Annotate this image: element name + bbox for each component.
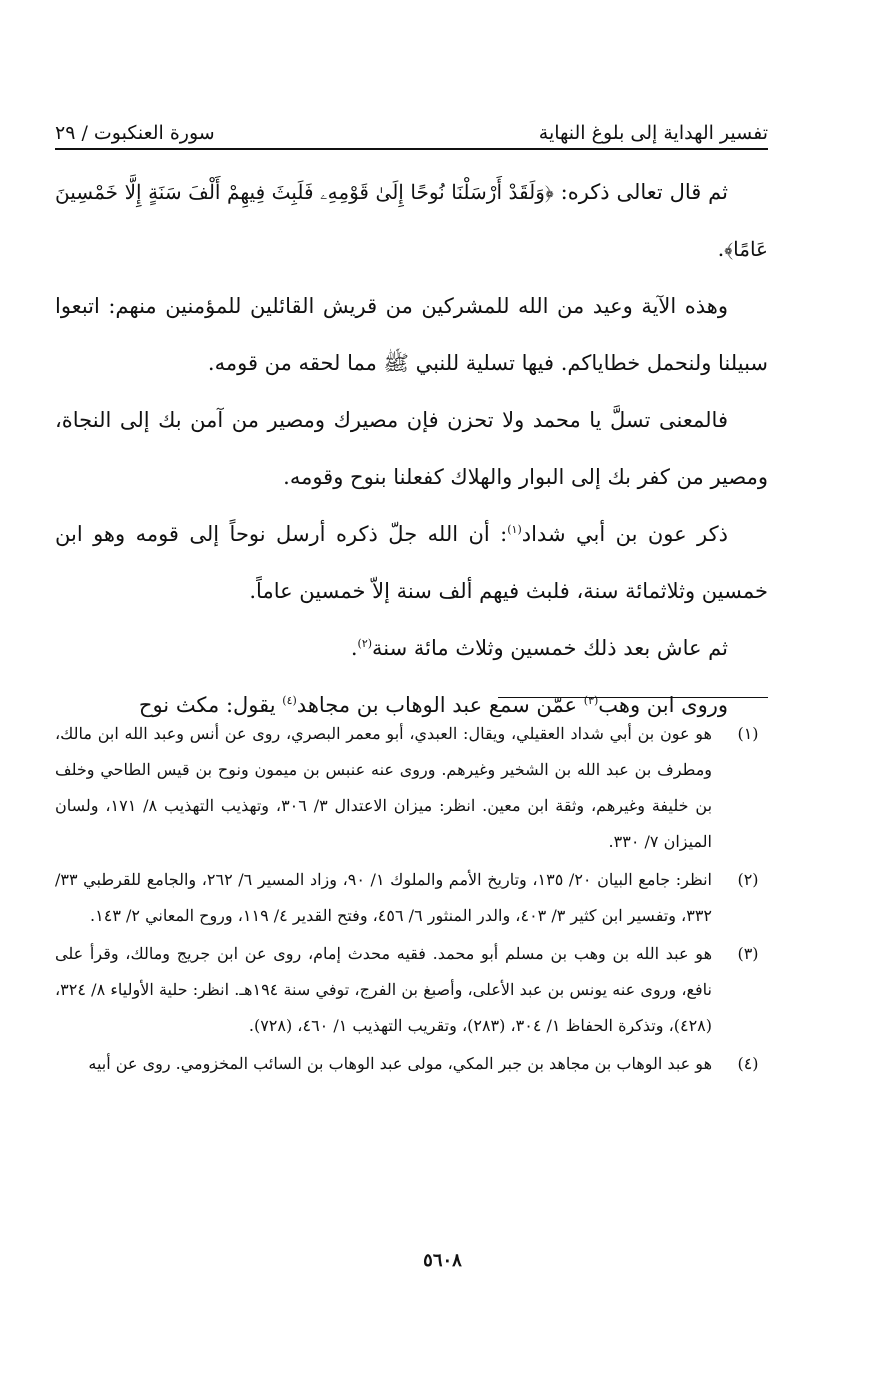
footnote-number: (٤) [737,1054,759,1073]
paragraph-3: فالمعنى تسلَّ يا محمد ولا تحزن فإن مصيرك ومصير من آمن بك إلى النجاة، ومصير من كفر بك إلى البوار والهلاك كفعلنا بنوح وقومه. [55,408,768,489]
footnote-number: (١) [737,724,759,743]
footnote-ref-3: (٣) [583,694,599,707]
footnote [55,1046,768,1082]
footnote-ref-1: (١) [507,523,522,536]
footnote-separator [498,697,768,698]
book-title: تفسير الهداية إلى بلوغ النهاية [538,122,768,144]
paragraph-4-b: : أن الله جلّ ذكره أرسل نوحاً إلى قومه وهو ابن خمسين وثلاثمائة سنة، فلبث فيهم ألف سنة إلاّ خمسين عاماً. [55,522,768,603]
paragraph-1 [55,164,768,278]
paragraph-5-b: . [350,636,358,660]
footnote [55,716,768,860]
paragraph-5-a: ثم عاش بعد ذلك خمسين وثلاث مائة سنة [372,636,728,660]
paragraph-4-a: ذكر عون بن أبي شداد [521,522,728,546]
paragraph-6-b: عمّن سمع عبد الوهاب بن مجاهد [296,693,584,717]
paragraph-4 [55,506,768,620]
footnote-number: (٣) [737,944,759,963]
footnote-text: هو عبد الوهاب بن مجاهد بن جبر المكي، مولى عبد الوهاب بن السائب المخزومي. روى عن أبيه [88,1054,712,1073]
paragraph-1-end: . [717,237,725,261]
footnote [55,862,768,934]
quran-verse: ﴿وَلَقَدْ أَرْسَلْنَا نُوحًا إِلَىٰ قَوْمِهِۦ فَلَبِثَ فِيهِمْ أَلْفَ سَنَةٍ إِلَّا خَمْسِينَ عَامًا﴾ [55,180,768,261]
paragraph-6-c: يقول: مكث نوح [138,693,283,717]
footnote-ref-2: (٢) [357,637,373,650]
paragraph-2: وهذه الآية وعيد من الله للمشركين من قريش القائلين للمؤمنين منهم: اتبعوا سبيلنا ولنحمل خطاياكم. فيها تسلية للنبي ﷺ مما لحقه من قومه. [55,294,768,375]
running-header [55,108,768,144]
footnote-text: انظر: جامع البيان ٢٠/ ١٣٥، وتاريخ الأمم والملوك ١/ ٩٠، وزاد المسير ٦/ ٢٦٢، والجامع للقرطبي ٣٣/ ٣٣٢، وتفسير ابن كثير ٣/ ٤٠٣، والدر المنثور ٦/ ٤٥٦، وفتح القدير ٤/ ١١٩، وروح المعاني ٢/ ١٤٣. [55,870,713,925]
surah-page-label: سورة العنكبوت / ٢٩ [55,122,215,144]
paragraph-1-intro: ثم قال تعالى ذكره: [553,180,728,204]
footnote-text: هو عبد الله بن وهب بن مسلم أبو محمد. فقيه محدث إمام، روى عن ابن جريج ومالك، وقرأ على نافع، وروى عنه يونس بن عبد الأعلى، وأصبغ بن الفرج، توفي سنة ١٩٤هـ. انظر: حلية الأولياء ٨/ ٣٢٤، (٤٢٨)، وتذكرة الحفاظ ١/ ٣٠٤، (٢٨٣)، وتقريب التهذيب ١/ ٤٦٠، (٧٢٨). [55,944,713,1035]
main-text [55,164,768,734]
paragraph-6-a: وروى ابن وهب [598,693,728,717]
header-rule [55,148,768,150]
footnote [55,936,768,1044]
paragraph-5 [55,620,768,677]
footnote-ref-4: (٤) [282,694,297,707]
footnote-number: (٢) [737,870,759,889]
footnotes [55,716,768,1084]
page-number: ٥٦٠٨ [423,1250,462,1271]
footnote-text: هو عون بن أبي شداد العقيلي، ويقال: العبدي، أبو معمر البصري، روى عن أنس وعبد الله ابن مالك، ومطرف بن عبد الله بن الشخير وغيرهم. وروى عنه عنبس بن ميمون ونوح بن قيس الطاحي وخلف بن خليفة وغيرهم، وثقة ابن معين. انظر: ميزان الاعتدال ٣/ ٣٠٦، وتهذيب التهذيب ٨/ ١٧١، ولسان الميزان ٧/ ٣٣٠. [55,724,713,851]
